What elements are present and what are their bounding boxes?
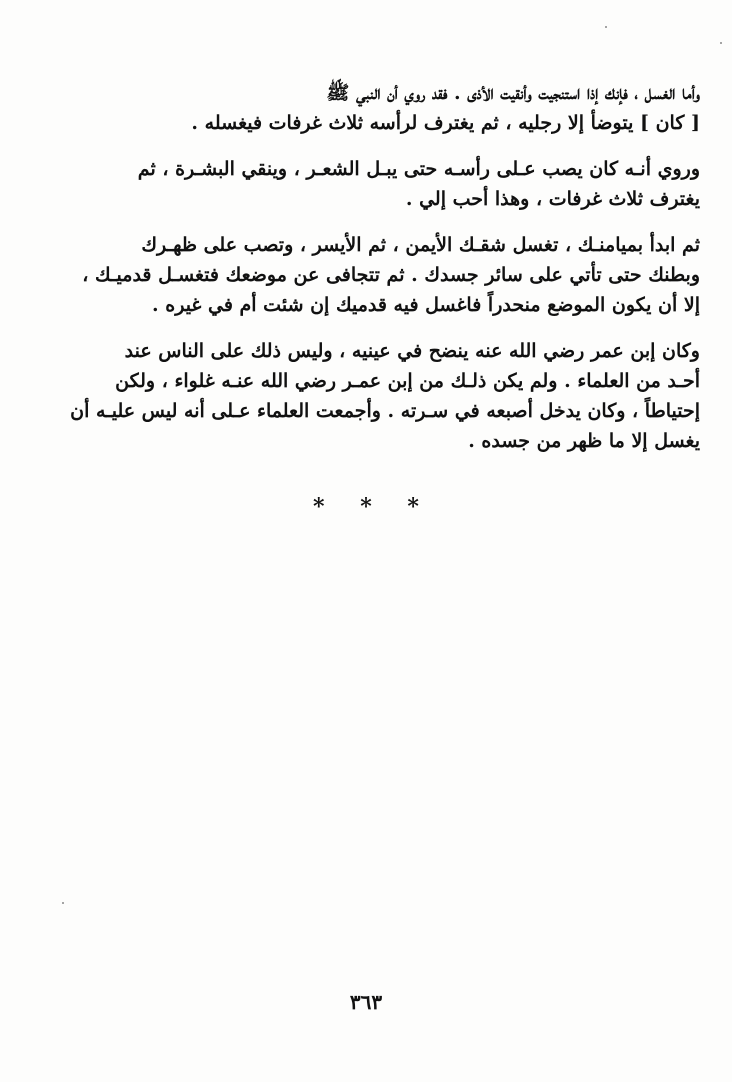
paragraph-2 — [95, 154, 700, 214]
page-number: ٣٦٣ — [349, 990, 383, 1014]
text-line: وبطنك حتى تأتي على سائر جسدك . ثم تتجافى عن موضعك فتغسـل قدميـك ، — [82, 264, 700, 286]
text-line: يغترف ثلاث غرفات ، وهذا أحب إلي . — [405, 188, 700, 210]
scan-speck — [62, 902, 64, 904]
section-separator — [0, 494, 732, 520]
text-line: ثم ابدأ بميامنـك ، تغسل شقـك الأيمن ، ثم الأيسر ، وتصب على ظهـرك — [141, 234, 700, 256]
separator-asterisk: * — [313, 494, 325, 520]
text-line: وروي أنـه كان يصب عـلى رأسـه حتى يبـل الشعـر ، وينقي البشـرة ، ثم — [137, 158, 700, 180]
scan-speck — [720, 42, 722, 44]
body-text — [70, 78, 700, 472]
paragraph-1 — [95, 78, 700, 138]
scan-speck — [605, 26, 607, 28]
paragraph-3 — [82, 230, 700, 320]
text-line: إحتياطاً ، وكان يدخل أصبعه في سـرته . وأجمعت العلماء عـلى أنه ليس عليـه أن — [70, 400, 700, 422]
separator-asterisk: * — [407, 494, 419, 520]
paragraph-4 — [70, 336, 700, 456]
text-line: يغسل إلا ما ظهر من جسده . — [468, 430, 700, 452]
text-line: وأما الغسل ، فإنك إذا استنجيت وأنقيت الأذى . فقد روي أن النبي ﷺ — [326, 82, 700, 104]
text-line: وكان إبن عمر رضي الله عنه ينضح في عينيه ، وليس ذلك على الناس عند — [124, 340, 700, 362]
text-line: إلا أن يكون الموضع منحدراً فاغسل فيه قدميك إن شئت أم في غيره . — [152, 294, 700, 316]
separator-asterisk: * — [360, 494, 372, 520]
text-line: [ كان ] يتوضأ إلا رجليه ، ثم يغترف لرأسه ثلاث غرفات فيغسله . — [191, 112, 700, 134]
text-line: أحـد من العلماء . ولم يكن ذلـك من إبن عمـر رضي الله عنـه غلواء ، ولكن — [115, 370, 700, 392]
